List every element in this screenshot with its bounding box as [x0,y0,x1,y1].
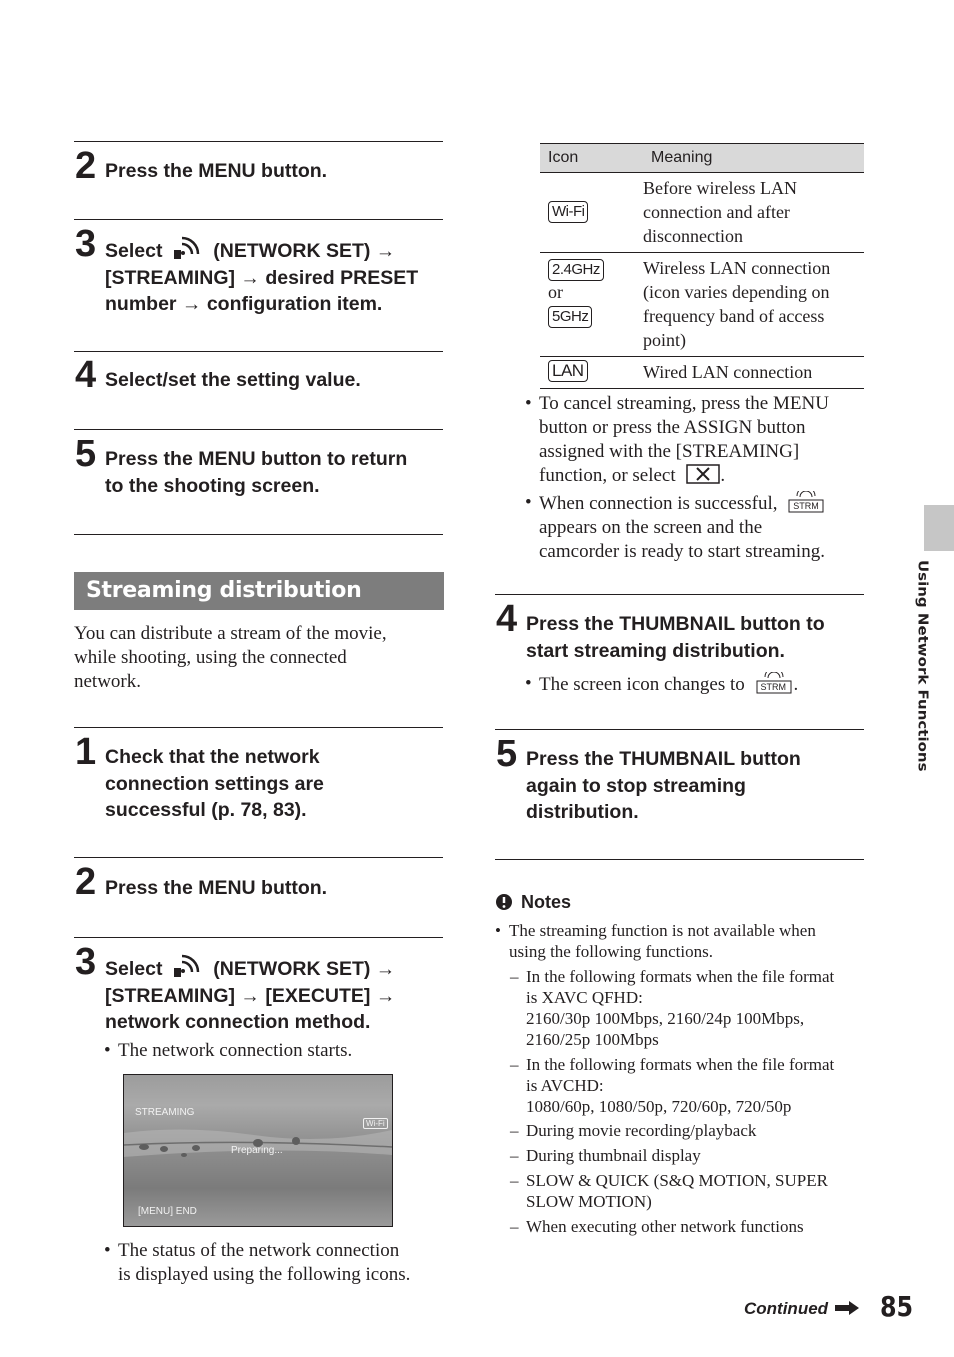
select-word: Select [105,240,163,262]
strm-label: STRM [760,682,786,692]
divider [74,534,443,535]
bullet-line: • The status of the network connection [118,1240,400,1261]
icon-table [540,143,864,389]
step-text-line: Check that the network [105,746,320,768]
table-cell [540,357,643,389]
intro-line: You can distribute a stream of the movie, [74,623,387,644]
divider [74,219,443,220]
bullet-line: When connection is successful, [539,493,778,514]
preparing-label: Preparing... [231,1145,283,1156]
step-text-line: [STREAMING] → desired PRESET [105,266,419,289]
note-line: • The streaming function is not available when [509,921,816,940]
cell-line: Before wireless LAN [643,178,797,198]
step-text-line: network connection method. [105,1011,371,1033]
table-row [540,173,864,253]
step-text-line: start streaming distribution. [526,639,785,662]
strm-icon [786,491,826,513]
step-number: 4 [496,598,518,640]
table-header: Meaning [643,144,864,173]
camera-screen-image [123,1074,393,1227]
note-subitem [510,966,876,1050]
note-line: 1080/60p, 1080/50p, 720/60p, 720/50p [526,1097,792,1116]
wlan-24ghz-icon: 2.4GHz [548,259,604,281]
bullet-item [525,672,798,697]
step-text-line: connection settings are [105,772,324,795]
step-text-line: Press the THUMBNAIL button [526,748,801,770]
note-subitem [510,1216,876,1237]
step-text: Select/set the setting value. [105,369,361,391]
note-line: – During thumbnail display [526,1146,701,1165]
table-cell [643,357,864,389]
bullet-line: • To cancel streaming, press the MENU [539,393,829,414]
divider [495,729,864,730]
divider [74,857,443,858]
step-text-line: [STREAMING] → [EXECUTE] → [105,984,396,1007]
notes-heading [495,891,571,913]
divider [495,594,864,595]
lan-icon: LAN [548,360,588,382]
step-text-rest: (NETWORK SET) → [213,240,396,262]
note-line: 2160/30p 100Mbps, 2160/24p 100Mbps, [526,1009,805,1028]
bullet-line: function, or select [539,465,676,486]
notes-icon [495,893,513,911]
step-number: 3 [75,941,97,983]
step-number: 4 [75,354,97,396]
bullet-line: camcorder is ready to start streaming. [539,541,825,562]
table-row [540,253,864,357]
note-subitem [510,1054,876,1117]
note-line: using the following functions. [509,942,713,961]
intro-paragraph [74,622,444,694]
period: . [720,465,726,486]
or-text: or [548,282,563,302]
note-subitem [510,1145,876,1166]
network-set-icon [172,236,204,260]
step-text-line: to the shooting screen. [105,474,320,497]
note-line: SLOW MOTION) [526,1192,652,1211]
note-line: 2160/25p 100Mbps [526,1030,659,1049]
note-item [495,920,869,962]
step-number: 5 [496,733,518,775]
table-cell [540,173,643,253]
step-text-line: number → configuration item. [105,293,383,315]
step-text [105,236,445,318]
bullet-line: assigned with the [STREAMING] [539,441,800,462]
step-text-line: successful (p. 78, 83). [105,799,307,821]
step-text [105,446,407,499]
note-subitem [510,1170,876,1212]
chapter-tab-marker [924,505,954,551]
cell-line: (icon varies depending on [643,282,830,302]
intro-line: network. [74,671,142,692]
step-number: 2 [75,861,97,903]
note-line: – During movie recording/playback [526,1121,757,1140]
wlan-5ghz-icon: 5GHz [548,306,592,328]
chapter-side-label: Using Network Functions [914,560,931,772]
bullet-line: is displayed using the following icons. [118,1264,411,1285]
notes-title: Notes [521,892,572,912]
continued-label [744,1299,859,1319]
strm-icon [754,672,794,694]
cell-line: Wired LAN connection [643,362,813,382]
table-header: Icon [540,144,643,173]
cell-line: disconnection [643,226,743,246]
cell-line: point) [643,330,686,350]
step-text-line: distribution. [526,801,639,823]
table-header-row [540,144,864,173]
section-heading: Streaming distribution [74,572,444,610]
table-cell [643,253,864,357]
close-icon [686,464,720,484]
table-row [540,357,864,389]
step-text-rest: (NETWORK SET) → [213,958,396,980]
step-text: Press the MENU button. [105,877,328,899]
note-line: is AVCHD: [526,1076,604,1095]
note-line: – SLOW & QUICK (S&Q MOTION, SUPER [526,1171,828,1190]
cell-line: Wireless LAN connection [643,258,831,278]
step-number: 1 [75,731,97,773]
note-line: – In the following formats when the file format [526,1055,835,1074]
divider [495,859,864,860]
network-set-icon [172,954,204,978]
cell-line: connection and after [643,202,790,222]
divider [74,727,443,728]
step-number: 5 [75,433,97,475]
intro-line: while shooting, using the connected [74,647,347,668]
step-text-line: again to stop streaming [526,774,746,797]
wifi-icon: Wi-Fi [363,1118,388,1129]
streaming-label: STREAMING [135,1107,195,1118]
bullet-item [525,491,879,564]
step-text: Press the MENU button. [105,160,328,182]
divider [74,429,443,430]
menu-end-label: [MENU] END [138,1206,197,1217]
step-text [105,954,445,1036]
table-cell [643,173,864,253]
step-number: 2 [75,145,97,187]
step-text [105,744,324,824]
divider [74,937,443,938]
arrow-right-icon [835,1301,859,1315]
step-text-line: Press the MENU button to return [105,448,408,470]
bullet-item [104,1239,468,1287]
wifi-icon: Wi-Fi [548,201,588,223]
step-text [526,746,801,826]
note-subitem [510,1120,876,1141]
continued-text: Continued [744,1299,829,1318]
divider [74,141,443,142]
table-cell [540,253,643,357]
period: . [793,674,799,695]
page-number: 85 [880,1290,914,1323]
step-text-line: Press the THUMBNAIL button to [526,613,825,635]
bullet-line: button or press the ASSIGN button [539,417,806,438]
divider [74,351,443,352]
note-line: is XAVC QFHD: [526,988,643,1007]
bullet-item [525,392,879,488]
bullet-item: • The network connection starts. [104,1039,352,1063]
step-number: 3 [75,223,97,265]
bullet-line: appears on the screen and the [539,517,763,538]
step-text [526,611,825,664]
bullet-line: The screen icon changes to [539,674,745,695]
note-line: – In the following formats when the file format [526,967,835,986]
select-word: Select [105,958,163,980]
strm-label: STRM [793,501,819,511]
note-line: – When executing other network functions [526,1217,804,1236]
cell-line: frequency band of access [643,306,825,326]
